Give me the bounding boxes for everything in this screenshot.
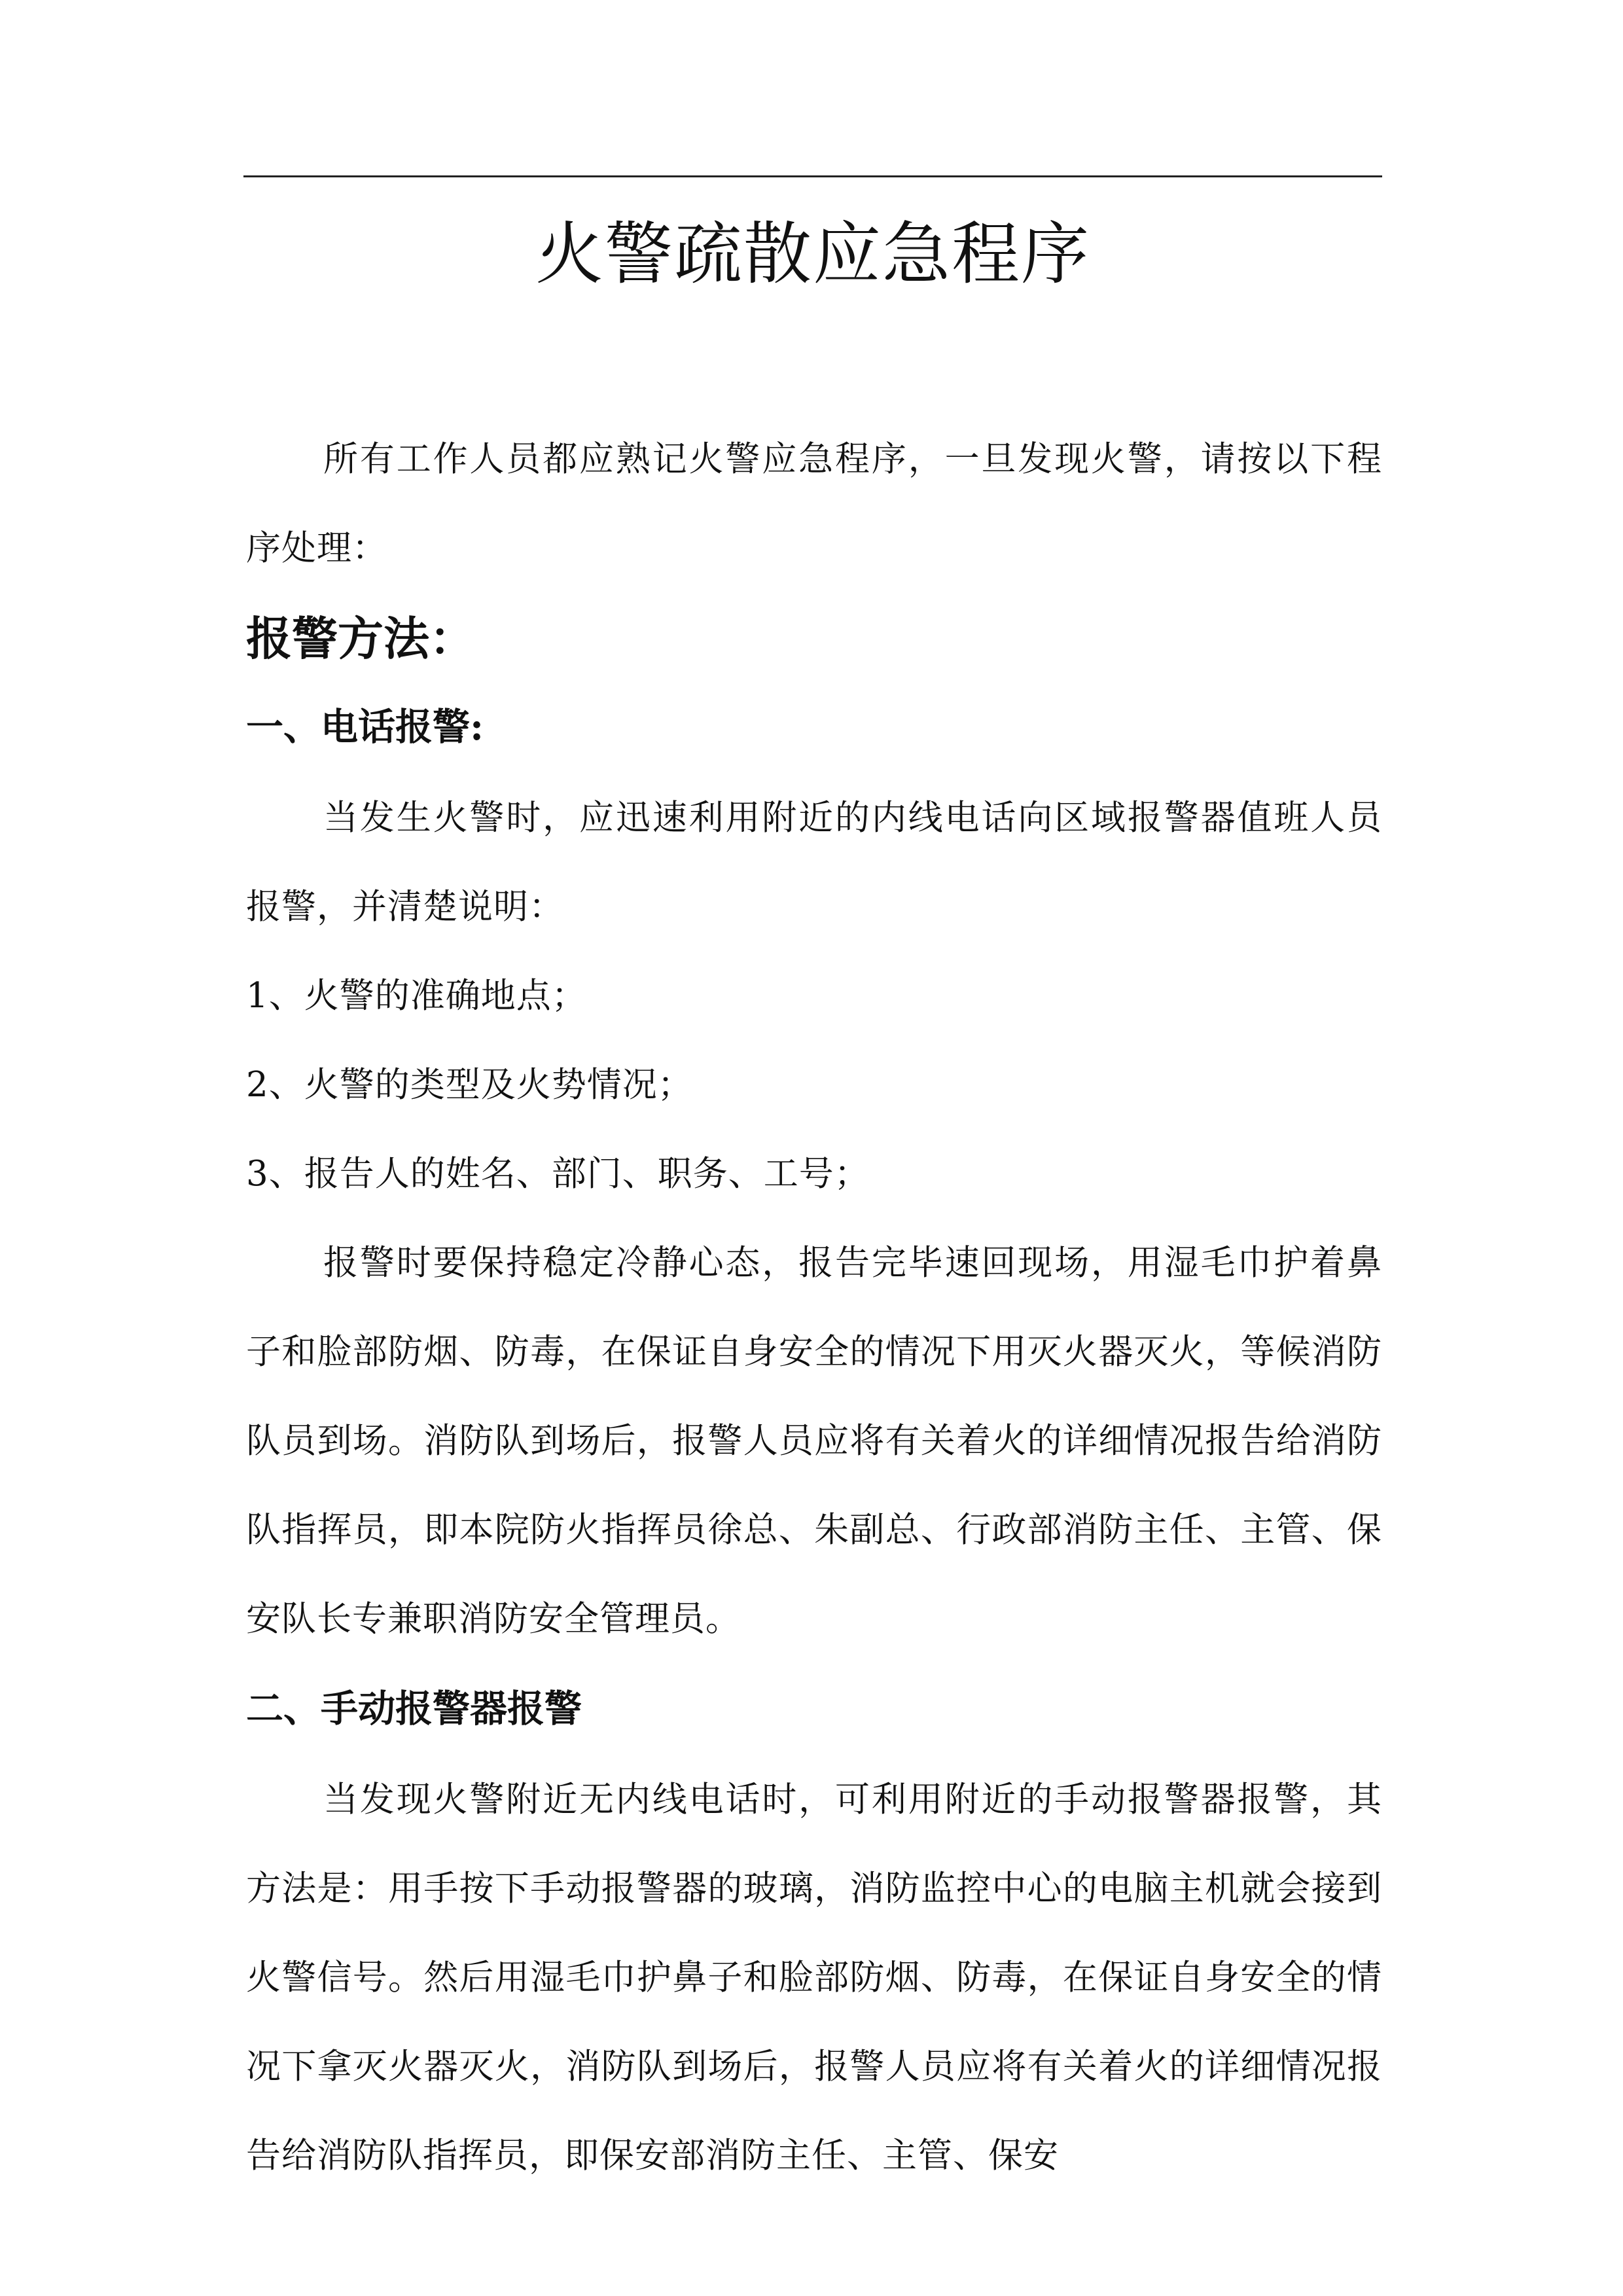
list-item-location: 1、火警的准确地点； (246, 976, 587, 1016)
header-rule (243, 175, 1382, 177)
intro-paragraph: 所有工作人员都应熟记火警应急程序，一旦发现火警，请按以下程序处理： (246, 439, 1382, 568)
subheading-phone-alarm: 一、电话报警: (246, 705, 484, 749)
subheading-manual-alarm: 二、手动报警器报警 (246, 1687, 582, 1731)
list-item-reporter-info: 3、报告人的姓名、部门、职务、工号； (246, 1154, 870, 1194)
document-title: 火警疏散应急程序 (535, 214, 1090, 294)
phone-alarm-paragraph: 当发生火警时，应迅速利用附近的内线电话向区域报警器值班人员报警，并清楚说明： (246, 798, 1382, 927)
section-heading-alarm-methods: 报警方法： (246, 611, 475, 666)
phone-alarm-closing-paragraph: 报警时要保持稳定冷静心态，报告完毕速回现场，用湿毛巾护着鼻子和脸部防烟、防毒，在保证自身安全的情况下用灭火器灭火，等候消防队员到场。消防队到场后，报警人员应将有关着火的详细情况报告给消防队指挥员，即本院防火指挥员徐总、朱副总、行政部消防主任、主管、保安队长专兼职消防安全管理员。 (246, 1243, 1382, 1639)
document-body (246, 406, 1382, 2200)
list-item-fire-type: 2、火警的类型及火势情况； (246, 1065, 693, 1105)
manual-alarm-paragraph: 当发现火警附近无内线电话时，可利用附近的手动报警器报警，其方法是：用手按下手动报警器的玻璃，消防监控中心的电脑主机就会接到火警信号。然后用湿毛巾护鼻子和脸部防烟、防毒，在保证自身安全的情况下拿灭火器灭火，消防队到场后，报警人员应将有关着火的详细情况报告给消防队指挥员，即保安部消防主任、主管、保安 (246, 1780, 1382, 2176)
